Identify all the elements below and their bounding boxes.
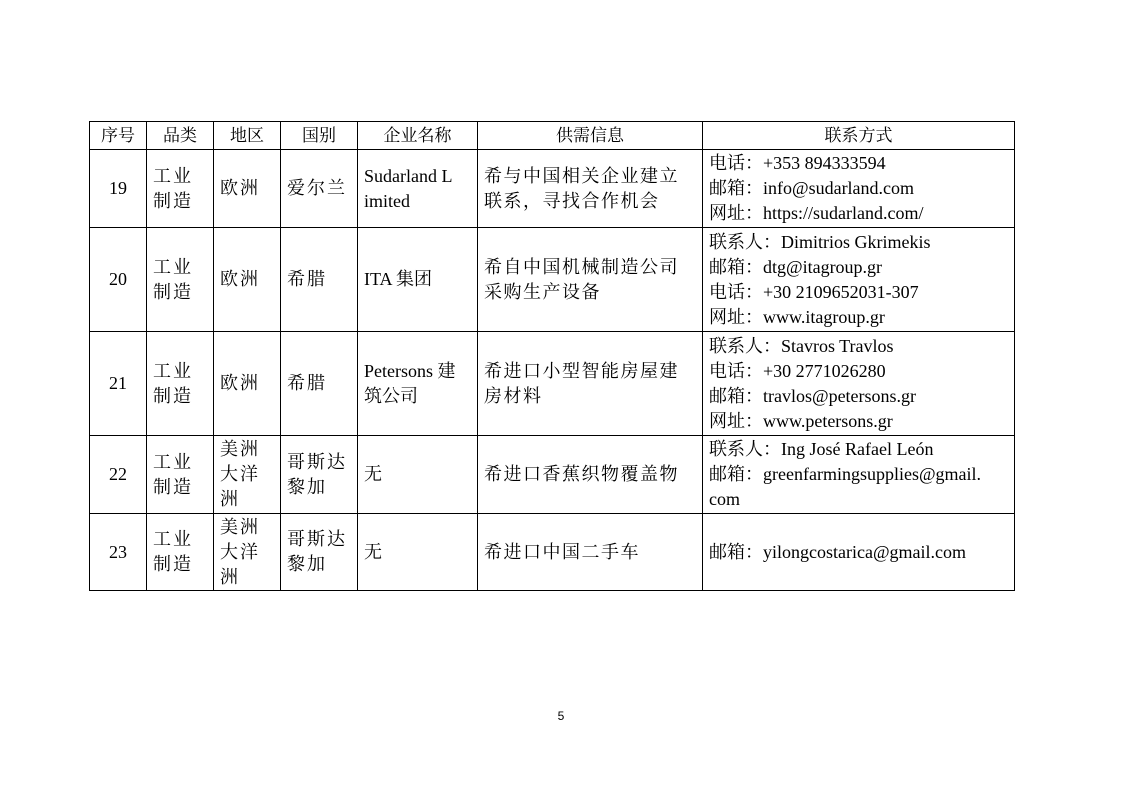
contact-email: 邮箱：travlos@petersons.gr [709,385,917,406]
country-line: 希腊 [287,373,327,393]
contact-cell [703,514,1015,591]
category-line: 制造 [153,554,193,574]
company-line: 筑公司 [364,385,418,406]
country-line: 黎加 [287,554,327,574]
seq-cell: 20 [90,228,147,332]
seq-cell: 23 [90,514,147,591]
contact-person: 联系人：Ing José Rafael León [709,439,934,459]
region-line: 洲 [220,566,240,587]
table-row [90,332,1015,436]
table-row [90,514,1015,591]
category-line: 制造 [153,385,193,406]
supply-demand-table [89,121,1015,591]
contact-email: 邮箱：greenfarmingsupplies@gmail. [709,464,982,484]
country-cell [281,228,358,332]
category-cell [147,150,214,228]
table-row [90,150,1015,228]
country-line: 希腊 [287,269,327,289]
info-line: 希与中国相关企业建立 [484,165,679,186]
info-line: 联系，寻找合作机会 [484,190,660,211]
country-cell [281,150,358,228]
category-cell [147,514,214,591]
company-cell [358,150,478,228]
header-region: 地区 [214,122,281,150]
contact-phone: 电话：+30 2771026280 [709,360,886,381]
region-line: 欧洲 [220,178,260,198]
region-line: 大洋 [220,541,260,562]
header-category: 品类 [147,122,214,150]
region-line: 欧洲 [220,269,260,289]
table-row [90,228,1015,332]
contact-email: 邮箱：info@sudarland.com [709,178,915,198]
category-line: 制造 [153,281,193,302]
company-cell [358,228,478,332]
company-line: Sudarland L [364,165,453,186]
header-country: 国别 [281,122,358,150]
contact-person: 联系人：Dimitrios Gkrimekis [709,231,931,252]
category-line: 制造 [153,190,193,211]
company-line: ITA 集团 [364,269,433,289]
company-line: imited [364,190,410,211]
country-cell [281,436,358,514]
info-cell [478,150,703,228]
region-cell [214,332,281,436]
seq-cell: 22 [90,436,147,514]
country-line: 爱尔兰 [287,178,347,198]
contact-phone: 电话：+353 894333594 [709,153,886,173]
company-cell [358,436,478,514]
category-line: 工业 [153,360,193,381]
country-line: 哥斯达 [287,451,347,472]
info-cell [478,332,703,436]
contact-cell [703,436,1015,514]
header-info: 供需信息 [478,122,703,150]
contact-website: 网址：https://sudarland.com/ [709,203,924,223]
seq-cell: 21 [90,332,147,436]
info-line: 希进口中国二手车 [484,541,640,562]
region-cell [214,228,281,332]
contact-cell [703,228,1015,332]
company-cell [358,514,478,591]
seq-cell: 19 [90,150,147,228]
category-line: 工业 [153,256,193,277]
company-line: Petersons 建 [364,360,456,381]
contact-cell [703,332,1015,436]
category-cell [147,332,214,436]
region-line: 欧洲 [220,373,260,393]
category-cell [147,436,214,514]
info-cell [478,228,703,332]
country-cell [281,514,358,591]
header-contact: 联系方式 [703,122,1015,150]
contact-phone: 电话：+30 2109652031-307 [709,281,919,302]
region-line: 洲 [220,489,240,509]
region-line: 美洲 [220,516,260,537]
info-cell [478,514,703,591]
contact-website: 网址：www.itagroup.gr [709,306,885,327]
company-line: 无 [364,464,382,484]
header-company: 企业名称 [358,122,478,150]
table-header-row [90,122,1015,150]
contact-email-continued: com [709,489,740,509]
contact-website: 网址：www.petersons.gr [709,410,893,431]
region-cell [214,150,281,228]
info-line: 希自中国机械制造公司 [484,256,679,277]
country-line: 哥斯达 [287,529,347,549]
category-line: 制造 [153,476,193,497]
region-cell [214,436,281,514]
region-line: 大洋 [220,464,260,484]
category-line: 工业 [153,529,193,549]
category-line: 工业 [153,451,193,472]
table-row [90,436,1015,514]
country-line: 黎加 [287,476,327,497]
contact-email: 邮箱：yilongcostarica@gmail.com [709,541,967,562]
info-cell [478,436,703,514]
country-cell [281,332,358,436]
header-seq: 序号 [90,122,147,150]
company-cell [358,332,478,436]
category-cell [147,228,214,332]
info-line: 希进口香蕉织物覆盖物 [484,464,679,484]
contact-cell [703,150,1015,228]
contact-email: 邮箱：dtg@itagroup.gr [709,256,883,277]
info-line: 采购生产设备 [484,281,601,302]
region-line: 美洲 [220,439,260,459]
page-number: 5 [557,709,565,723]
region-cell [214,514,281,591]
contact-person: 联系人：Stavros Travlos [709,335,894,356]
info-line: 房材料 [484,385,543,406]
info-line: 希进口小型智能房屋建 [484,360,679,381]
category-line: 工业 [153,165,193,186]
company-line: 无 [364,541,382,562]
